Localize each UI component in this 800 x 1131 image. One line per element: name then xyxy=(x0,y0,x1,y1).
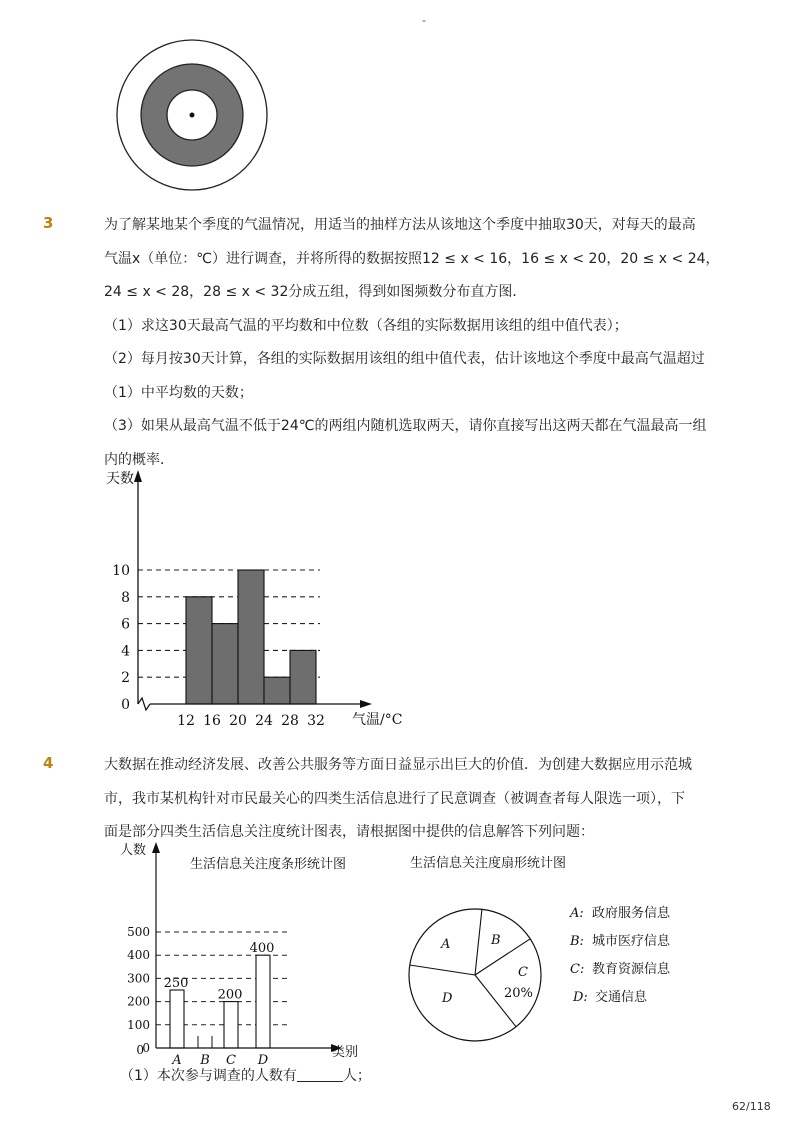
bar-D xyxy=(256,955,270,1048)
bar-y-tick-500: 500 xyxy=(127,925,150,939)
bar-A xyxy=(170,990,184,1048)
hist-bar-28-32 xyxy=(290,650,316,704)
pie-chart-title: 生活信息关注度扇形统计图 xyxy=(410,856,567,871)
q4-line-2: 市，我市某机构针对市民最关心的四类生活信息进行了民意调查（被调查者每人限选一项），下 xyxy=(104,790,685,807)
target-center-dot xyxy=(190,113,195,118)
hist-bar-12-16 xyxy=(186,597,212,704)
q4-line-3: 面是部分四类生活信息关注度统计图表，请根据图中提供的信息解答下列问题： xyxy=(104,824,594,840)
hist-y-tick-6: 6 xyxy=(121,616,130,633)
q4-line-1: 大数据在推动经济发展、改善公共服务等方面日益显示出巨大的价值．为创建大数据应用示范城 xyxy=(104,757,692,773)
hist-y-tick-2: 2 xyxy=(121,670,130,687)
hist-y-title: 天数 xyxy=(106,471,134,487)
hist-y-tick-0: 0 xyxy=(121,697,130,713)
q4-sub1-text: （1）本次参与调查的人数有 xyxy=(120,1068,297,1084)
bar-x-title: 类别 xyxy=(332,1045,359,1060)
pie-slice-percent-c: 20% xyxy=(504,986,533,1001)
hist-bar-16-20 xyxy=(212,624,238,704)
bar-y-tick-300: 300 xyxy=(127,971,150,986)
attention-pie-chart xyxy=(400,845,700,1060)
hist-x-tick-28: 28 xyxy=(281,713,299,729)
legend-key-b: B: xyxy=(570,934,584,949)
bar-x-tick-A: A xyxy=(172,1053,182,1068)
page-number: 62/118 xyxy=(732,1100,771,1113)
pie-slice-label-a: A xyxy=(441,937,451,952)
question-3-number: 3 xyxy=(43,214,54,232)
legend-key-c: C: xyxy=(570,962,585,977)
bar-C xyxy=(224,1002,238,1048)
q3-line-8: 内的概率． xyxy=(104,451,174,468)
hist-y-arrow xyxy=(134,470,142,482)
hist-bar-20-24 xyxy=(238,570,264,704)
hist-x-tick-32: 32 xyxy=(307,713,325,729)
bar-origin-label: 0 xyxy=(136,1043,144,1057)
hist-x-title: 气温/°C xyxy=(352,712,403,728)
q4-subquestion-1 xyxy=(120,1065,371,1085)
q3-line-1: 为了解某地某个季度的气温情况，用适当的抽样方法从该地这个季度中抽取30天，对每天的最高 xyxy=(104,217,696,233)
bar-data-label-D: 400 xyxy=(249,941,275,957)
pie-slice-label-b: B xyxy=(491,933,501,948)
bar-x-tick-D: D xyxy=(257,1053,269,1068)
hist-axis-break xyxy=(138,698,150,710)
header-mark: - xyxy=(422,14,426,27)
legend-key-d: D: xyxy=(573,990,588,1005)
hist-y-tick-10: 10 xyxy=(112,563,130,579)
bar-chart-title: 生活信息关注度条形统计图 xyxy=(190,857,347,872)
pie-legend xyxy=(569,905,671,1005)
hist-y-tick-8: 8 xyxy=(121,589,130,606)
temperature-histogram xyxy=(100,466,420,736)
legend-text-a: 政府服务信息 xyxy=(592,906,671,921)
question-4-number: 4 xyxy=(43,754,54,772)
attention-bar-chart xyxy=(100,838,400,1068)
q3-line-7: （3）如果从最高气温不低于24℃的两组内随机选取两天，请你直接写出这两天都在气温最高一组 xyxy=(104,418,707,434)
legend-key-a: A: xyxy=(570,906,584,921)
q3-line-5: （2）每月按30天计算，各组的实际数据用该组的组中值代表，估计该地这个季度中最高气温超过 xyxy=(104,351,705,367)
bar-y-tick-100: 100 xyxy=(127,1017,150,1032)
legend-text-b: 城市医疗信息 xyxy=(592,934,671,949)
answer-blank[interactable] xyxy=(297,1067,343,1082)
hist-x-arrow xyxy=(360,700,372,708)
bar-y-tick-0: 0 xyxy=(142,1041,150,1055)
legend-text-c: 教育资源信息 xyxy=(592,962,671,977)
bar-y-tick-400: 400 xyxy=(127,948,150,963)
legend-text-d: 交通信息 xyxy=(595,990,648,1005)
bar-data-label-C: 200 xyxy=(217,987,243,1003)
bar-data-label-A: 250 xyxy=(163,976,189,991)
bar-x-tick-C: C xyxy=(226,1053,236,1068)
q3-line-3: 24 ≤ x < 28，28 ≤ x < 32分成五组，得到如图频数分布直方图． xyxy=(104,284,527,300)
bar-y-tick-200: 200 xyxy=(127,994,150,1009)
hist-x-tick-16: 16 xyxy=(203,713,221,729)
q3-line-4: （1）求这30天最高气温的平均数和中位数（各组的实际数据用该组的组中值代表）； xyxy=(104,317,628,334)
pie-slice-label-d: D xyxy=(442,991,453,1006)
question-4-text xyxy=(104,749,724,850)
hist-y-tick-4: 4 xyxy=(121,643,130,660)
question-3-text xyxy=(104,209,724,477)
bar-x-tick-B: B xyxy=(200,1053,210,1068)
hist-x-tick-20: 20 xyxy=(229,713,247,729)
hist-x-tick-24: 24 xyxy=(255,713,273,729)
target-figure xyxy=(115,38,269,192)
q4-sub1-unit: 人； xyxy=(342,1068,371,1084)
q3-line-2: 气温x（单位：℃）进行调查，并将所得的数据按照12 ≤ x < 16，16 ≤ x < 20，20 ≤ x < 24， xyxy=(104,250,720,267)
hist-x-tick-12: 12 xyxy=(177,713,195,729)
bar-y-arrow xyxy=(152,842,160,853)
pie-slice-label-c: C xyxy=(518,965,528,980)
q3-line-6: （1）中平均数的天数； xyxy=(104,384,253,401)
hist-bar-24-28 xyxy=(264,677,290,704)
bar-y-title: 人数 xyxy=(120,843,147,858)
